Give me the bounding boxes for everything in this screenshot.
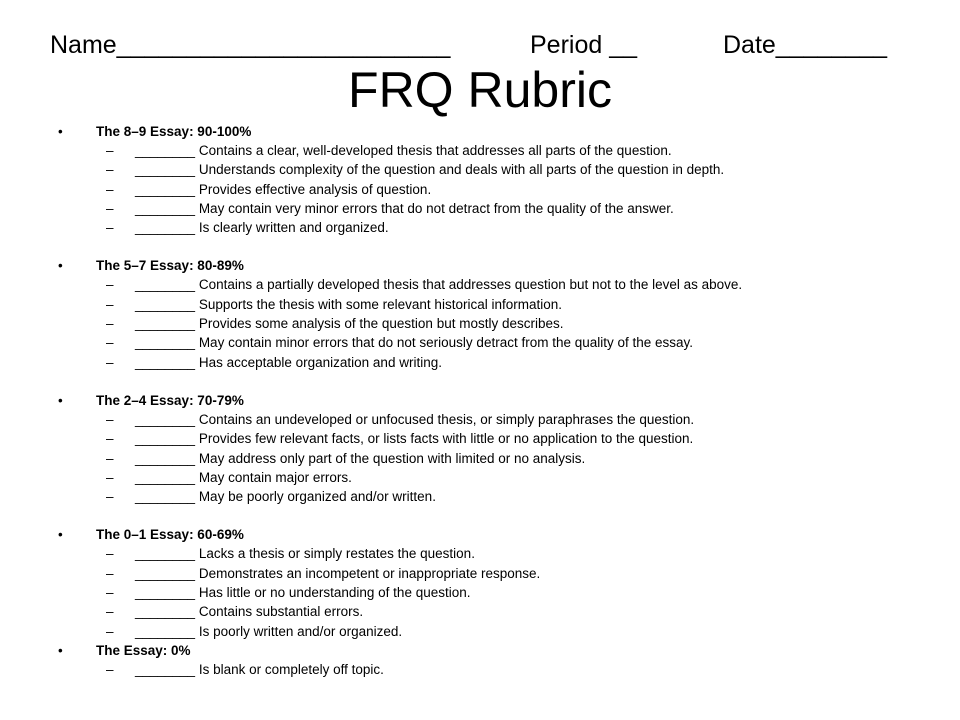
rubric-criterion[interactable] — [58, 410, 938, 429]
rubric-criterion[interactable] — [58, 487, 938, 506]
section-heading-text: The 5–7 Essay: 80-89% — [96, 258, 244, 274]
dash-icon: – — [106, 604, 114, 620]
dash-icon: – — [106, 316, 114, 332]
section-heading-text: The 8–9 Essay: 90-100% — [96, 124, 252, 139]
period-field[interactable]: Period __ — [530, 31, 638, 59]
rubric-criterion[interactable] — [58, 333, 938, 352]
rubric-section — [58, 525, 938, 640]
rubric-list — [58, 122, 938, 679]
criterion-text: ________ Contains substantial errors. — [135, 604, 364, 620]
section-heading — [58, 525, 938, 544]
dash-icon: – — [106, 450, 114, 466]
page-title: FRQ Rubric — [348, 62, 612, 118]
section-heading-text: The 2–4 Essay: 70-79% — [96, 392, 244, 408]
dash-icon: – — [106, 335, 114, 351]
dash-icon: – — [106, 431, 114, 447]
name-field[interactable]: Name________________________ — [50, 31, 451, 59]
rubric-criterion[interactable] — [58, 275, 938, 294]
section-heading-text: The Essay: 0% — [96, 642, 191, 658]
rubric-criterion[interactable] — [58, 160, 938, 179]
rubric-criterion[interactable] — [58, 353, 938, 372]
criterion-text: ________ Contains an undeveloped or unfocused thesis, or simply paraphrases the question. — [135, 411, 695, 427]
rubric-criterion[interactable] — [58, 180, 938, 199]
date-field[interactable]: Date________ — [723, 31, 888, 59]
rubric-criterion[interactable] — [58, 622, 938, 641]
criterion-text: ________ Supports the thesis with some relevant historical information. — [135, 296, 562, 312]
rubric-criterion[interactable] — [58, 468, 938, 487]
section-heading — [58, 122, 938, 141]
criterion-text: ________ Lacks a thesis or simply restates the question. — [135, 546, 475, 562]
dash-icon: – — [106, 181, 114, 197]
dash-icon: – — [106, 565, 114, 581]
criterion-text: ________ May contain major errors. — [135, 469, 352, 485]
criterion-text: ________ Has acceptable organization and writing. — [135, 354, 442, 370]
criterion-text: ________ Understands complexity of the question and deals with all parts of the question in depth. — [135, 162, 725, 178]
dash-icon: – — [106, 220, 114, 236]
criterion-text: ________ Contains a partially developed thesis that addresses question but not to the level as above. — [135, 277, 743, 293]
criterion-text: ________ Contains a clear, well-developed thesis that addresses all parts of the question. — [135, 143, 672, 158]
rubric-criterion[interactable] — [58, 602, 938, 621]
criterion-text: ________ May be poorly organized and/or written. — [135, 489, 436, 505]
dash-icon: – — [106, 162, 114, 178]
section-heading-text: The 0–1 Essay: 60-69% — [96, 527, 244, 543]
criterion-text: ________ Provides effective analysis of question. — [135, 181, 432, 197]
bullet-icon: • — [58, 258, 63, 274]
dash-icon: – — [106, 489, 114, 505]
criterion-text: ________ Is blank or completely off topic. — [135, 661, 384, 677]
rubric-criterion[interactable] — [58, 583, 938, 602]
dash-icon: – — [106, 585, 114, 601]
dash-icon: – — [106, 277, 114, 293]
section-heading — [58, 391, 938, 410]
dash-icon: – — [106, 296, 114, 312]
dash-icon: – — [106, 200, 114, 216]
dash-icon: – — [106, 546, 114, 562]
criterion-text: ________ Has little or no understanding of the question. — [135, 585, 471, 601]
bullet-icon: • — [58, 642, 63, 658]
dash-icon: – — [106, 411, 114, 427]
rubric-section — [58, 256, 938, 371]
bullet-icon: • — [58, 392, 63, 408]
bullet-icon: • — [58, 527, 63, 543]
criterion-text: ________ May contain very minor errors that do not detract from the quality of the answer. — [135, 200, 674, 216]
criterion-text: ________ Demonstrates an incompetent or inappropriate response. — [135, 565, 541, 581]
rubric-criterion[interactable] — [58, 449, 938, 468]
rubric-criterion[interactable] — [58, 295, 938, 314]
dash-icon: – — [106, 143, 114, 158]
rubric-criterion[interactable] — [58, 660, 938, 679]
rubric-criterion[interactable] — [58, 544, 938, 563]
rubric-criterion[interactable] — [58, 141, 938, 160]
dash-icon: – — [106, 469, 114, 485]
dash-icon: – — [106, 354, 114, 370]
rubric-section — [58, 391, 938, 506]
criterion-text: ________ Provides some analysis of the question but mostly describes. — [135, 316, 564, 332]
dash-icon: – — [106, 623, 114, 639]
rubric-criterion[interactable] — [58, 564, 938, 583]
dash-icon: – — [106, 661, 114, 677]
section-heading — [58, 256, 938, 275]
criterion-text: ________ Is poorly written and/or organized. — [135, 623, 403, 639]
criterion-text: ________ Provides few relevant facts, or lists facts with little or no application to the question. — [135, 431, 694, 447]
criterion-text: ________ May contain minor errors that do not seriously detract from the quality of the essay. — [135, 335, 694, 351]
rubric-criterion[interactable] — [58, 429, 938, 448]
section-heading — [58, 641, 938, 660]
rubric-criterion[interactable] — [58, 199, 938, 218]
student-info-header — [0, 28, 960, 62]
criterion-text: ________ May address only part of the question with limited or no analysis. — [135, 450, 586, 466]
rubric-criterion[interactable] — [58, 314, 938, 333]
bullet-icon: • — [58, 124, 63, 139]
rubric-section — [58, 122, 938, 237]
criterion-text: ________ Is clearly written and organized. — [135, 220, 389, 236]
rubric-criterion[interactable] — [58, 218, 938, 237]
rubric-section — [58, 641, 938, 679]
